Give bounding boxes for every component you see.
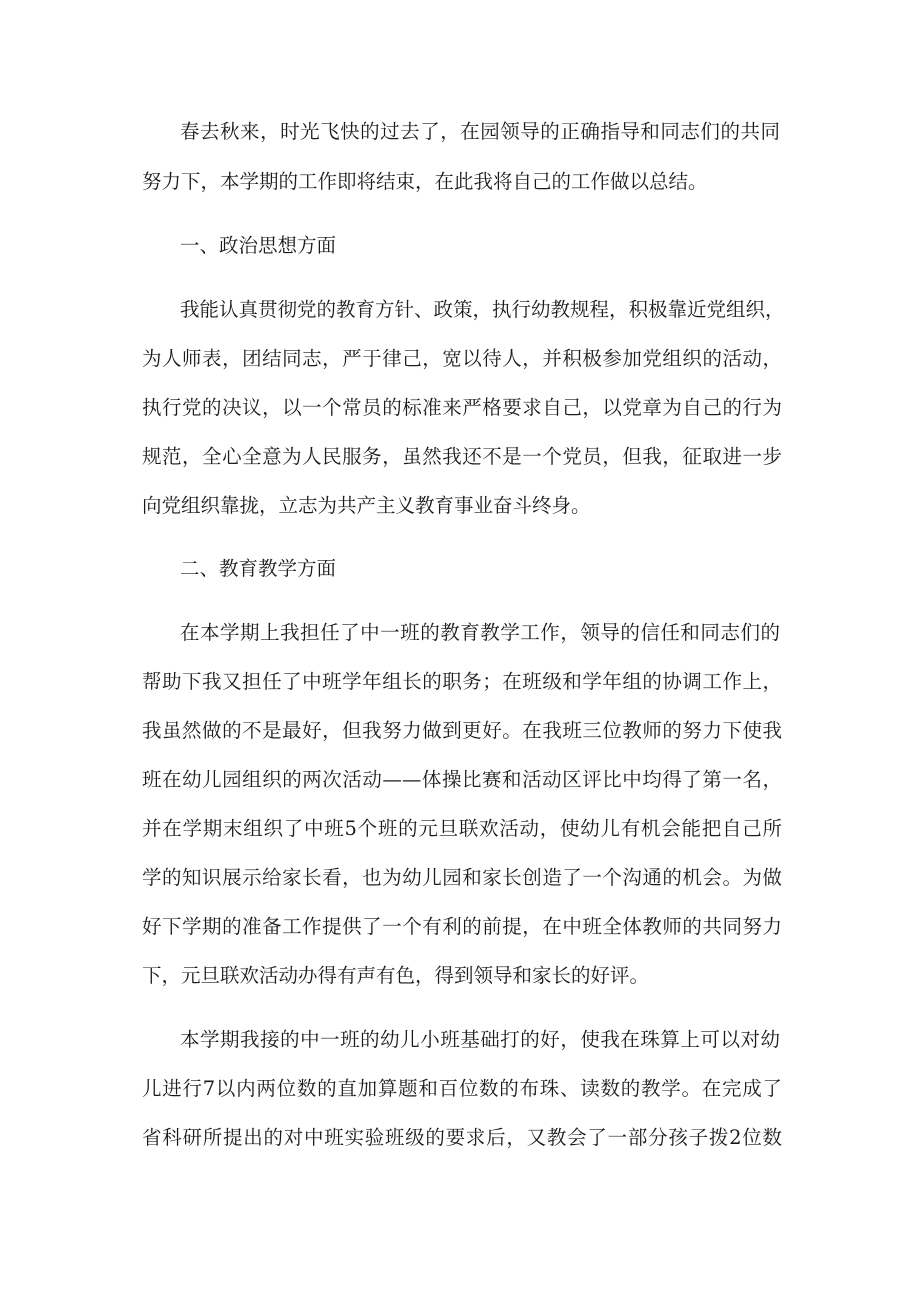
teaching-p1-line-8: 下，元旦联欢活动办得有声有色，得到领导和家长的好评。 [142, 964, 650, 987]
teaching-p1-line-4: 班在幼儿园组织的两次活动——体操比赛和活动区评比中均得了第一名， [142, 768, 782, 791]
teaching-p1-line-2: 帮助下我又担任了中班学年组长的职务；在班级和学年组的协调工作上， [142, 670, 782, 693]
section-heading-political: 一、政治思想方面 [180, 234, 337, 257]
teaching-p1-line-5: 并在学期末组织了中班5个班的元旦联欢活动，使幼儿有机会能把自己所 [142, 817, 782, 840]
section-heading-teaching: 二、教育教学方面 [180, 557, 337, 580]
political-line-5: 向党组织靠拢，立志为共产主义教育事业奋斗终身。 [142, 494, 591, 517]
political-line-2: 为人师表，团结同志，严于律己，宽以待人，并积极参加党组织的活动， [142, 347, 782, 370]
teaching-p1-line-1: 在本学期上我担任了中一班的教育教学工作，领导的信任和同志们的 [180, 621, 780, 644]
teaching-p1-line-6: 学的知识展示给家长看，也为幼儿园和家长创造了一个沟通的机会。为做 [142, 866, 782, 889]
teaching-p2-line-3: 省科研所提出的对中班实验班级的要求后，又教会了一部分孩子拨2位数 [142, 1126, 782, 1149]
teaching-p1-line-3: 我虽然做的不是最好，但我努力做到更好。在我班三位教师的努力下使我 [142, 719, 782, 742]
intro-line-1: 春去秋来，时光飞快的过去了，在园领导的正确指导和同志们的共同 [180, 120, 780, 143]
teaching-p2-line-1: 本学期我接的中一班的幼儿小班基础打的好，使我在珠算上可以对幼 [180, 1028, 780, 1051]
political-line-4: 规范，全心全意为人民服务，虽然我还不是一个党员，但我，征取进一步 [142, 445, 782, 468]
teaching-p1-line-7: 好下学期的准备工作提供了一个有利的前提，在中班全体教师的共同努力 [142, 915, 782, 938]
political-line-3: 执行党的决议，以一个常员的标准来严格要求自己，以党章为自己的行为 [142, 396, 782, 419]
teaching-p2-line-2: 儿进行7以内两位数的直加算题和百位数的布珠、读数的教学。在完成了 [142, 1077, 782, 1100]
intro-line-2: 努力下，本学期的工作即将结束，在此我将自己的工作做以总结。 [142, 170, 708, 193]
political-line-1: 我能认真贯彻党的教育方针、政策，执行幼教规程，积极靠近党组织， [180, 298, 785, 321]
